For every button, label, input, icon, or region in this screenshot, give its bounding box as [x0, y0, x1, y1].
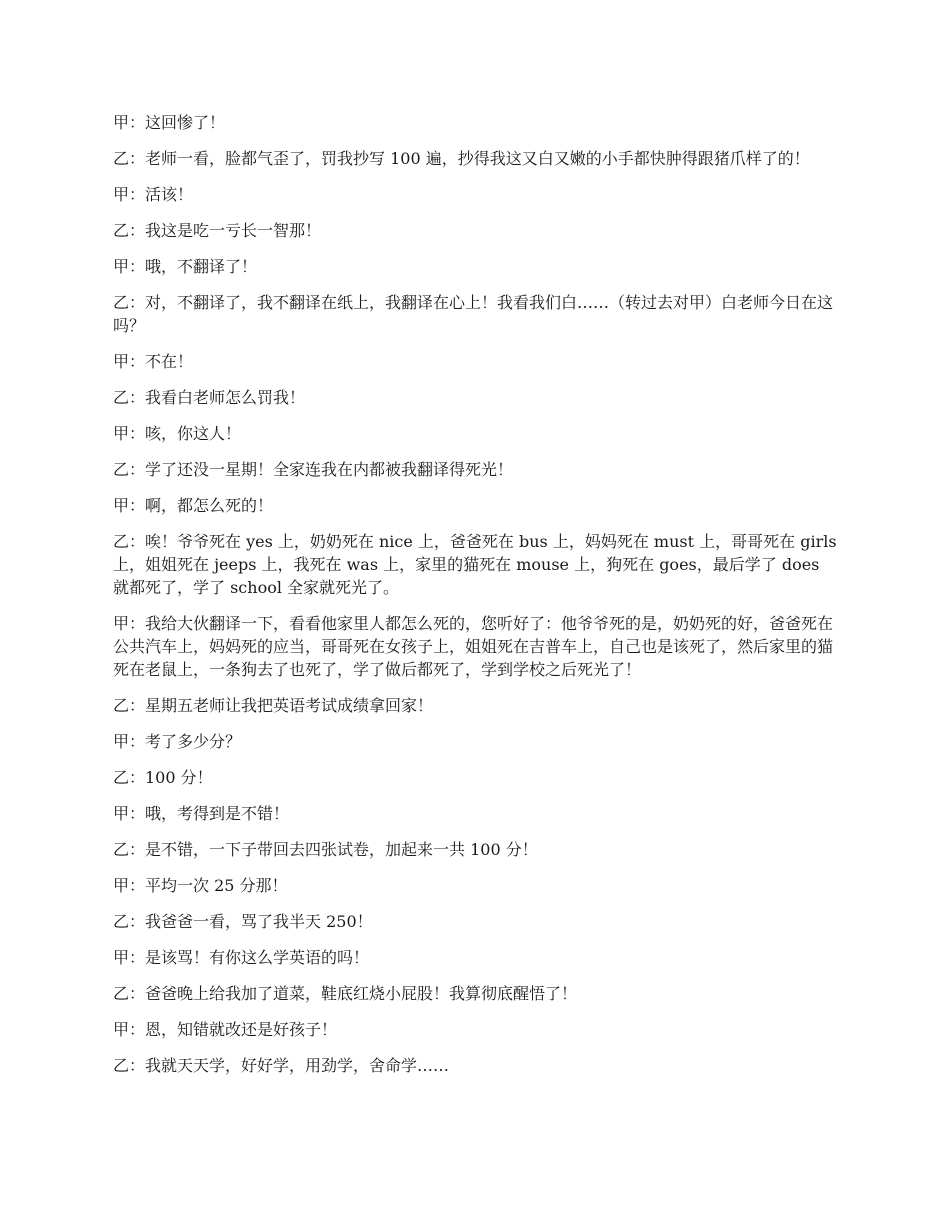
- dialogue-line: 乙：学了还没一星期！全家连我在内都被我翻译得死光！: [113, 460, 514, 479]
- dialogue-line: 乙：100 分！: [113, 768, 213, 787]
- dialogue-line: 甲：考了多少分？: [113, 732, 242, 751]
- dialogue-line: 甲：是该骂！有你这么学英语的吗！: [113, 948, 370, 967]
- dialogue-line: 乙：我爸爸一看，骂了我半天 250！: [113, 912, 373, 931]
- dialogue-line: 乙：唉！爷爷死在 yes 上，奶奶死在 nice 上，爸爸死在 bus 上，妈妈死在 must 上，哥哥死在 girls 上，姐姐死在 jeeps 上，我死在 was 上，家里的猫死在 mouse 上，狗死在 goes，最后学了 does 就都死了，学了 school 全家就死光了。: [113, 532, 837, 597]
- document-page: [113, 111, 839, 1090]
- dialogue-line: 甲：咳，你这人！: [113, 424, 242, 443]
- dialogue-line: 乙：老师一看，脸都气歪了，罚我抄写 100 遍，抄得我这又白又嫩的小手都快肿得跟猪爪样了的！: [113, 149, 810, 168]
- dialogue-line: 乙：对，不翻译了，我不翻译在纸上，我翻译在心上！我看我们白……（转过去对甲）白老师今日在这吗？: [113, 293, 834, 335]
- dialogue-line: 甲：平均一次 25 分那！: [113, 876, 288, 895]
- dialogue-line: 乙：我这是吃一亏长一智那！: [113, 221, 322, 240]
- dialogue-line: 甲：这回惨了！: [113, 113, 226, 132]
- dialogue-line: 乙：是不错，一下子带回去四张试卷，加起来一共 100 分！: [113, 840, 538, 859]
- dialogue-line: 乙：星期五老师让我把英语考试成绩拿回家！: [113, 696, 434, 715]
- dialogue-line: 甲：哦，考得到是不错！: [113, 804, 290, 823]
- dialogue-line: 乙：我就天天学，好好学，用劲学，舍命学……: [113, 1056, 450, 1075]
- dialogue-line: 甲：我给大伙翻译一下，看看他家里人都怎么死的，您听好了：他爷爷死的是，奶奶死的好，爸爸死在公共汽车上，妈妈死的应当，哥哥死在女孩子上，姐姐死在吉普车上，自己也是该死了，然后家里的猫死在老鼠上，一条狗去了也死了，学了做后都死了，学到学校之后死光了！: [113, 614, 834, 679]
- dialogue-line: 甲：哦，不翻译了！: [113, 257, 258, 276]
- dialogue-line: 甲：恩，知错就改还是好孩子！: [113, 1020, 338, 1039]
- dialogue-line: 甲：不在！: [113, 352, 194, 371]
- dialogue-line: 甲：活该！: [113, 185, 194, 204]
- dialogue-line: 甲：啊，都怎么死的！: [113, 496, 274, 515]
- dialogue-line: 乙：我看白老师怎么罚我！: [113, 388, 306, 407]
- dialogue-line: 乙：爸爸晚上给我加了道菜，鞋底红烧小屁股！我算彻底醒悟了！: [113, 984, 578, 1003]
